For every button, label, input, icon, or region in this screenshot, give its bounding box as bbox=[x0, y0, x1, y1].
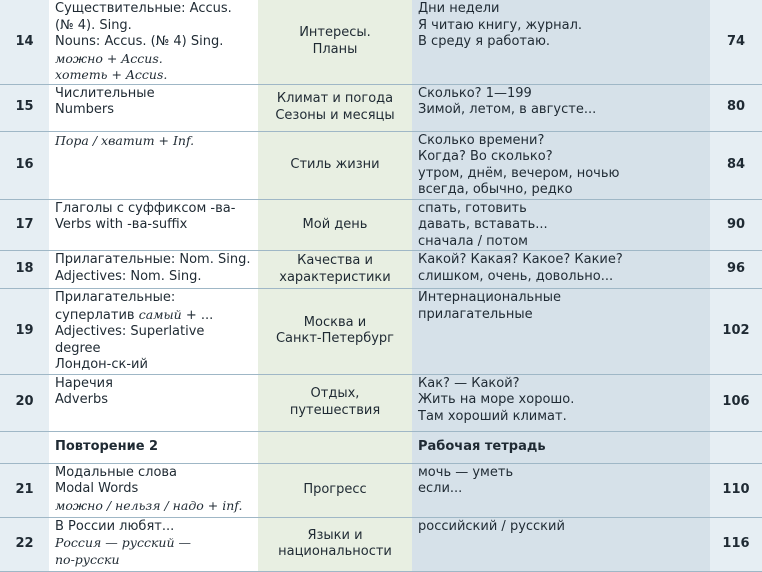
text-line: мочь — уметь bbox=[418, 464, 514, 480]
review-row[interactable] bbox=[0, 431, 762, 463]
text-line: Планы bbox=[312, 41, 358, 57]
topic-cell bbox=[258, 517, 412, 571]
text-line: Глаголы с суффиксом -ва- bbox=[55, 200, 236, 216]
text-line: Adjectives: Nom. Sing. bbox=[55, 268, 202, 284]
lesson-row[interactable] bbox=[0, 463, 762, 517]
text-line: Зимой, летом, в августе... bbox=[418, 102, 597, 117]
text-line: путешествия bbox=[289, 402, 381, 418]
text-line: Adjectives: Superlative bbox=[55, 324, 205, 339]
vocab-cell bbox=[412, 289, 710, 375]
text-line: сначала / потом bbox=[418, 233, 528, 249]
text-line: если... bbox=[418, 481, 463, 496]
page-number: 102 bbox=[710, 289, 762, 375]
page-number: 80 bbox=[710, 84, 762, 131]
topic-cell bbox=[258, 431, 412, 463]
page-number: 110 bbox=[710, 463, 762, 517]
vocab-cell bbox=[412, 0, 710, 84]
topic-cell bbox=[258, 199, 412, 251]
text-line: Числительные bbox=[55, 85, 155, 101]
vocab-cell bbox=[412, 199, 710, 251]
text-line: Существительные: Accus. bbox=[55, 1, 232, 16]
text-line: degree bbox=[55, 340, 101, 356]
text-line: прилагательные bbox=[418, 306, 533, 322]
text-line: Пора / хватит + Inf. bbox=[55, 132, 195, 148]
text-line: Сезоны и месяцы bbox=[275, 107, 395, 123]
page-number: 90 bbox=[710, 199, 762, 251]
text-line: Когда? Во сколько? bbox=[418, 149, 553, 164]
text-line: (№ 4). Sing. bbox=[55, 17, 132, 33]
text-line: В России любят... bbox=[55, 518, 175, 534]
page-number: 106 bbox=[710, 374, 762, 431]
text-line: Климат и погода bbox=[276, 91, 394, 106]
text-line: давать, вставать... bbox=[418, 217, 548, 232]
topic-cell bbox=[258, 131, 412, 199]
topic-cell bbox=[258, 463, 412, 517]
text-line: спать, готовить bbox=[418, 200, 527, 216]
lesson-number: 15 bbox=[0, 84, 49, 131]
grammar-cell bbox=[49, 0, 258, 84]
text-line: можно / нельзя / надо + inf. bbox=[55, 497, 243, 513]
grammar-cell bbox=[49, 517, 258, 571]
lesson-row[interactable] bbox=[0, 251, 762, 289]
lesson-number bbox=[0, 431, 49, 463]
grammar-cell bbox=[49, 251, 258, 289]
lesson-row[interactable] bbox=[0, 199, 762, 251]
grammar-cell bbox=[49, 463, 258, 517]
lesson-number: 20 bbox=[0, 374, 49, 431]
grammar-cell bbox=[49, 289, 258, 375]
topic-cell bbox=[258, 251, 412, 289]
lesson-number: 21 bbox=[0, 463, 49, 517]
text-line: Nouns: Accus. (№ 4) Sing. bbox=[55, 34, 224, 49]
page-number: 96 bbox=[710, 251, 762, 289]
text-line: Я читаю книгу, журнал. bbox=[418, 17, 583, 33]
text-line: Прогресс bbox=[303, 481, 367, 497]
text-line: Дни недели bbox=[418, 1, 500, 16]
text-line: слишком, очень, довольно... bbox=[418, 268, 614, 284]
lesson-number: 16 bbox=[0, 131, 49, 199]
text-line: характеристики bbox=[279, 269, 391, 285]
grammar-cell bbox=[49, 199, 258, 251]
text-line: Adverbs bbox=[55, 392, 108, 407]
lesson-number: 17 bbox=[0, 199, 49, 251]
vocab-cell bbox=[412, 517, 710, 571]
text-line: Мой день bbox=[302, 216, 368, 232]
text-line: Санкт-Петербург bbox=[275, 331, 395, 347]
text-line: Интернациональные bbox=[418, 290, 561, 305]
lesson-number: 18 bbox=[0, 251, 49, 289]
grammar-cell bbox=[49, 84, 258, 131]
text-line: российский / русский bbox=[418, 518, 565, 534]
lesson-row[interactable] bbox=[0, 131, 762, 199]
text-line: по-русски bbox=[55, 551, 120, 567]
grammar-cell bbox=[49, 374, 258, 431]
lesson-number: 19 bbox=[0, 289, 49, 375]
text-line: Прилагательные: bbox=[55, 290, 176, 305]
text-line: Прилагательные: Nom. Sing. bbox=[55, 252, 251, 267]
topic-cell bbox=[258, 374, 412, 431]
sup-plain: суперлатив bbox=[55, 307, 139, 323]
page-number: 116 bbox=[710, 517, 762, 571]
grammar-cell bbox=[49, 131, 258, 199]
lesson-number: 14 bbox=[0, 0, 49, 84]
topic-cell bbox=[258, 84, 412, 131]
vocab-cell bbox=[412, 251, 710, 289]
text-line: Наречия bbox=[55, 375, 113, 391]
text-line: Москва и bbox=[303, 314, 367, 330]
sup-italic: самый bbox=[138, 306, 182, 322]
text-line: Отдых, bbox=[310, 386, 360, 401]
text-line: национальности bbox=[278, 544, 392, 559]
vocab-cell bbox=[412, 463, 710, 517]
text-line: Там хороший климат. bbox=[418, 408, 567, 424]
text-line: всегда, обычно, редко bbox=[418, 182, 573, 197]
page-number bbox=[710, 431, 762, 463]
text-line: Стиль жизни bbox=[290, 156, 380, 172]
text-line: можно + Accus. bbox=[55, 50, 163, 66]
text-line: Жить на море хорошо. bbox=[418, 392, 575, 407]
page-number: 74 bbox=[710, 0, 762, 84]
text-line: Языки и bbox=[307, 527, 363, 543]
vocab-cell bbox=[412, 84, 710, 131]
topic-cell bbox=[258, 289, 412, 375]
workbook-title: Рабочая тетрадь bbox=[412, 431, 710, 463]
text-line: Качества и bbox=[297, 253, 373, 268]
lesson-row[interactable] bbox=[0, 84, 762, 131]
topic-cell bbox=[258, 0, 412, 84]
vocab-cell bbox=[412, 131, 710, 199]
text-line: Сколько? 1—199 bbox=[418, 85, 532, 101]
lesson-row[interactable] bbox=[0, 289, 762, 375]
text-line: Сколько времени? bbox=[418, 132, 545, 148]
text-line: Лондон-ск-ий bbox=[55, 357, 148, 372]
lesson-row[interactable] bbox=[0, 0, 762, 84]
lesson-row[interactable] bbox=[0, 517, 762, 571]
text-line bbox=[55, 307, 258, 325]
vocab-cell bbox=[412, 374, 710, 431]
text-line: Numbers bbox=[55, 102, 114, 117]
text-line: Verbs with -ва-suffix bbox=[55, 217, 188, 232]
sup-tail: + ... bbox=[181, 307, 214, 323]
lesson-number: 22 bbox=[0, 517, 49, 571]
text-line: В среду я работаю. bbox=[418, 34, 551, 49]
text-line: Россия — русский — bbox=[55, 535, 192, 550]
text-line: утром, днём, вечером, ночью bbox=[418, 165, 620, 181]
lesson-row[interactable] bbox=[0, 374, 762, 431]
text-line: Modal Words bbox=[55, 481, 139, 496]
text-line: хотеть + Accus. bbox=[55, 67, 168, 82]
text-line: Интересы. bbox=[299, 25, 371, 41]
review-title: Повторение 2 bbox=[49, 431, 258, 463]
text-line: Какой? Какая? Какое? Какие? bbox=[418, 252, 623, 267]
page-number: 84 bbox=[710, 131, 762, 199]
text-line: Модальные слова bbox=[55, 464, 178, 480]
text-line: Как? — Какой? bbox=[418, 375, 520, 391]
